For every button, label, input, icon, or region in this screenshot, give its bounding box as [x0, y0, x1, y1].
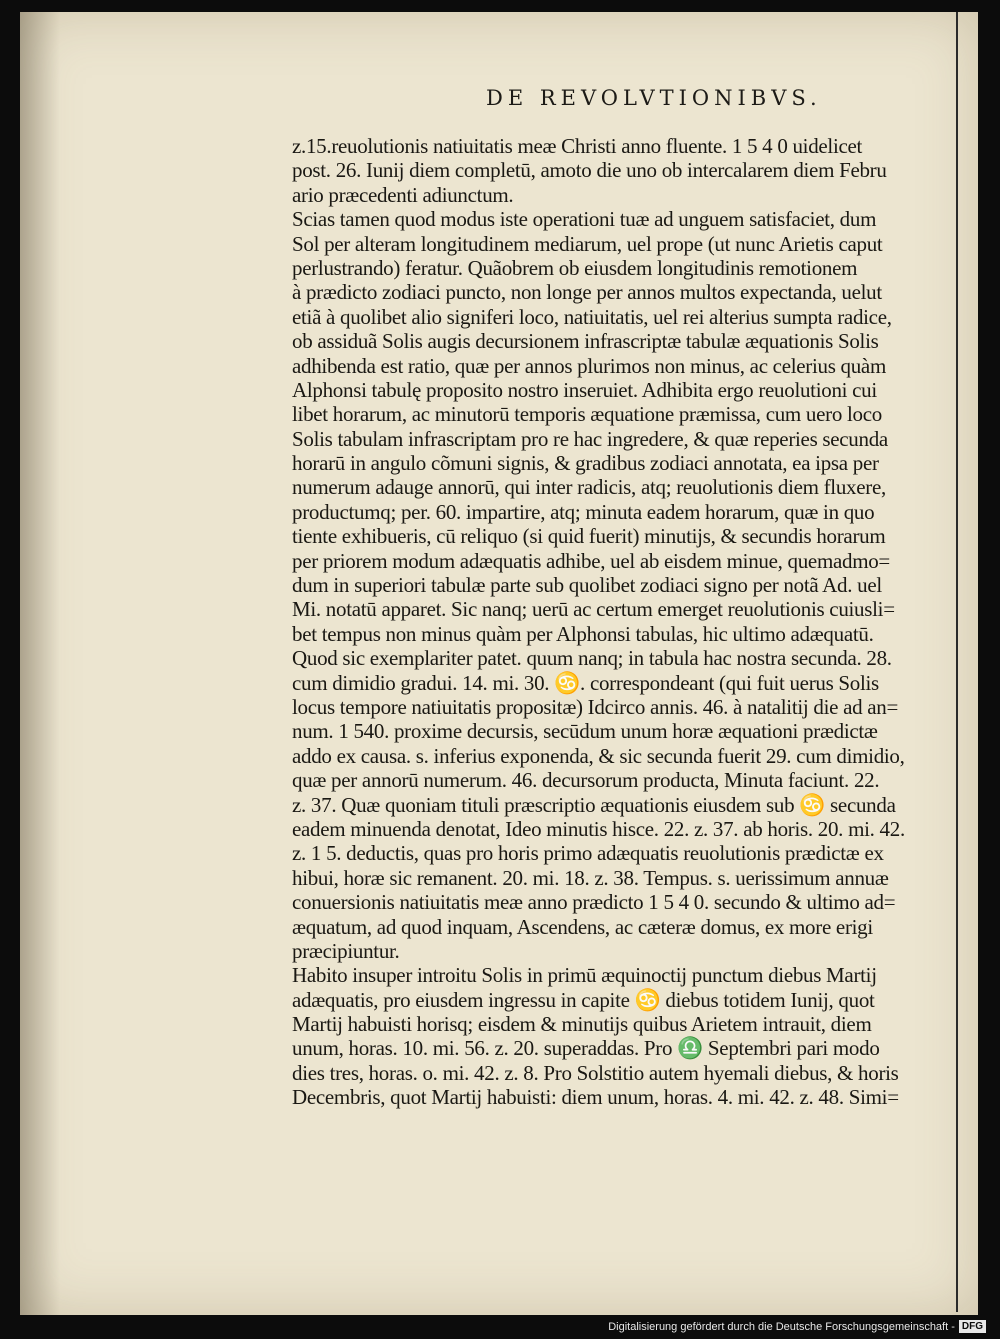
- text-line: productumq; per. 60. impartire, atq; minuta eadem horarum, quæ in quo: [292, 499, 875, 524]
- text-line: æquatum, ad quod inquam, Ascendens, ac cæteræ domus, ex more erigi: [292, 914, 873, 939]
- text-line: addo ex causa. s. inferius exponenda, & sic secunda fuerit 29. cum dimidio,: [292, 743, 905, 768]
- text-line: dum in superiori tabulæ parte sub quolibet zodiaci signo per notã Ad. uel: [292, 573, 882, 598]
- text-line: z.15.reuolutionis natiuitatis meæ Christi anno fluente. 1 5 4 0 uidelicet: [292, 134, 863, 158]
- text-line: Decembris, quot Martij habuisti: diem unum, horas. 4. mi. 42. z. 48. Simi=: [292, 1085, 899, 1110]
- text-line: Quod sic exemplariter patet. quum nanq; in tabula hac nostra secunda. 28.: [292, 646, 892, 671]
- text-line: etiã à quolibet alio signiferi loco, natiuitatis, uel rei alterius sumpta radice,: [292, 304, 892, 329]
- text-line: adæquatis, pro eiusdem ingressu in capite ♋ diebus totidem Iunij, quot: [292, 987, 875, 1012]
- text-line: Mi. notatū apparet. Sic nanq; uerū ac certum emerget reuolutionis cuiusli=: [292, 597, 895, 622]
- text-line: ario præcedenti adiunctum.: [292, 182, 514, 207]
- text-line: hibui, horæ sic remanent. 20. mi. 18. z. 38. Tempus. s. uerissimum annuæ: [292, 865, 889, 890]
- credit-text: Digitalisierung gefördert durch die Deutsche Forschungsgemeinschaft -: [608, 1320, 955, 1333]
- text-line: bet tempus non minus quàm per Alphonsi tabulas, hic ultimo adæquatū.: [292, 621, 874, 646]
- text-line: Scias tamen quod modus iste operationi tuæ ad unguem satisfaciet, dum: [292, 207, 877, 232]
- text-line: ob assiduã Solis augis decursionem infrascriptæ tabulæ æquationis Solis: [292, 329, 879, 354]
- text-line: z. 1 5. deductis, quas pro horis primo adæquatis reuolutionis prædictæ ex: [292, 841, 884, 866]
- text-line: locus tempore natiuitatis propositæ) Idcirco annis. 46. à natalitij die ad an=: [292, 694, 899, 719]
- text-line: adhibenda est ratio, quæ per annos plurimos non minus, ac celerius quàm: [292, 353, 886, 378]
- text-line: eadem minuenda denotat, Ideo minutis hisce. 22. z. 37. ab horis. 20. mi. 42.: [292, 816, 905, 841]
- text-line: Alphonsi tabulę proposito nostro inseruiet. Adhibita ergo reuolutioni cui: [292, 377, 877, 402]
- text-line: Sol per alteram longitudinem mediarum, uel prope (ut nunc Arietis caput: [292, 231, 883, 256]
- text-line: cum dimidio gradui. 14. mi. 30. ♋. correspondeant (qui fuit uerus Solis: [292, 670, 879, 695]
- text-line: z. 37. Quæ quoniam tituli præscriptio æquationis eiusdem sub ♋ secunda: [292, 792, 896, 817]
- text-line: præcipiuntur.: [292, 938, 400, 963]
- text-line: num. 1 540. proxime decursis, secūdum unum horæ æquationi prædictæ: [292, 719, 878, 744]
- text-line: perlustrando) feratur. Quãobrem ob eiusdem longitudinis remotionem: [292, 255, 858, 280]
- text-line: quæ per annorū numerum. 46. decursorum producta, Minuta faciunt. 22.: [292, 768, 880, 793]
- digitization-credit: [608, 1320, 986, 1333]
- text-line: Habito insuper introitu Solis in primū æquinoctij punctum diebus Martij: [292, 963, 877, 988]
- text-line: Solis tabulam infrascriptam pro re hac ingredere, & quæ reperies secunda: [292, 426, 888, 451]
- body-text: [292, 134, 968, 1110]
- text-line: unum, horas. 10. mi. 56. z. 20. superaddas. Pro ♎ Septembri pari modo: [292, 1036, 880, 1061]
- text-line: conuersionis natiuitatis meæ anno prædicto 1 5 4 0. secundo & ultimo ad=: [292, 890, 896, 915]
- text-line: tiente exhibueris, cū reliquo (si quid fuerit) minutijs, & secundis horarum: [292, 524, 886, 549]
- text-line: post. 26. Iunij diem completū, amoto die uno ob intercalarem diem Febru: [292, 158, 887, 183]
- text-line: per priorem modum adæquatis adhibe, uel ab eisdem minue, quemadmo=: [292, 548, 890, 573]
- text-line: dies tres, horas. o. mi. 42. z. 8. Pro Solstitio autem hyemali diebus, & horis: [292, 1060, 899, 1085]
- text-line: numerum adauge annorū, qui inter radicis, atq; reuolutionis diem fluxere,: [292, 475, 886, 500]
- running-head: DE REVOLVTIONIBVS.: [486, 86, 822, 110]
- text-line: Martij habuisti horisq; eisdem & minutijs quibus Arietem intrauit, diem: [292, 1012, 872, 1037]
- text-line: horarū in angulo cõmuni signis, & gradibus zodiaci annotata, ea ipsa per: [292, 451, 879, 476]
- text-line: à prædicto zodiaci puncto, non longe per annos multos expectanda, uelut: [292, 280, 882, 305]
- dfg-logo: DFG: [959, 1320, 986, 1333]
- text-line: libet horarum, ac minutorū temporis æquatione præmissa, cum uero loco: [292, 402, 882, 427]
